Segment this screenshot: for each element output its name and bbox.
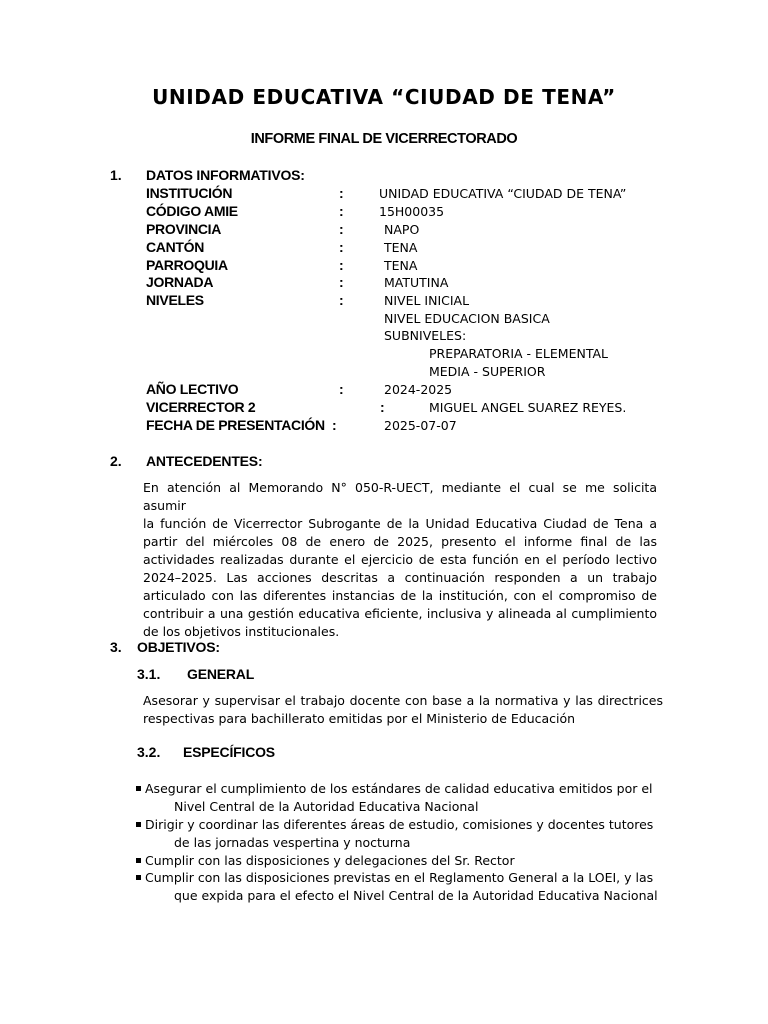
document-subtitle: INFORME FINAL DE VICERRECTORADO [250,131,518,147]
field-label-fecha: FECHA DE PRESENTACIÓN [146,417,325,433]
field-label-vicerrector: VICERRECTOR 2 [146,399,256,415]
list-item-text: Asegurar el cumplimiento de los estándares de calidad educativa emitidos por el [145,781,653,796]
field-label-anio: AÑO LECTIVO [146,381,239,397]
subsection-heading-especificos: ESPECÍFICOS [183,744,275,760]
document-title: UNIDAD EDUCATIVA “CIUDAD DE TENA” [152,85,616,109]
paragraph-line: actividades realizadas durante el ejercicio de esta función en el período lectivo [143,552,657,567]
field-label-codigo: CÓDIGO AMIE [146,203,238,219]
field-colon: : [339,185,344,201]
paragraph-line: respectivas para bachillerato emitidas por el Ministerio de Educación [143,711,576,726]
field-colon: : [339,381,344,397]
paragraph-line: la función de Vicerrector Subrogante de la Unidad Educativa Ciudad de Tena a [143,516,657,531]
field-label-canton: CANTÓN [146,239,205,255]
paragraph-line: 2024–2025. Las acciones descritas a continuación responden a un trabajo [143,570,657,585]
list-item-text: Cumplir con las disposiciones y delegaciones del Sr. Rector [145,853,515,868]
paragraph-line: contribuir a una gestión educativa eficiente, inclusiva y alineada al cumplimiento [143,606,657,621]
paragraph-line: Asesorar y supervisar el trabajo docente con base a la normativa y las directrices [143,693,663,708]
list-item [136,852,515,870]
list-item-continuation: de las jornadas vespertina y nocturna [174,835,411,850]
paragraph-line: partir del miércoles 08 de enero de 2025, presento el informe final de las [143,534,657,549]
paragraph-line: de los objetivos institucionales. [143,624,340,639]
section-heading-objetivos: OBJETIVOS: [137,639,220,655]
field-value-parroquia: TENA [384,258,418,273]
field-value-anio: 2024-2025 [384,382,453,397]
field-label-jornada: JORNADA [146,274,214,290]
field-value-codigo: 15H00035 [379,204,445,219]
field-colon: : [339,203,344,219]
subsection-heading-general: GENERAL [187,666,255,682]
field-colon: : [339,274,344,290]
antecedentes-paragraph [143,479,657,641]
field-value-niveles-4: PREPARATORIA - ELEMENTAL [429,346,608,361]
section-heading-antecedentes: ANTECEDENTES: [146,453,263,469]
subsection-number: 3.2. [137,744,161,760]
subsection-number: 3.1. [137,666,161,682]
paragraph-line: En atención al Memorando N° 050-R-UECT, mediante el cual se me solicita asumir [143,480,657,513]
section-heading-datos: DATOS INFORMATIVOS: [146,167,305,183]
field-label-institucion: INSTITUCIÓN [146,185,233,201]
field-colon: : [380,399,385,415]
bullet-icon [136,875,141,880]
list-item-text: Dirigir y coordinar las diferentes áreas de estudio, comisiones y docentes tutores [145,817,654,832]
list-item [136,780,653,798]
field-colon: : [332,417,337,433]
bullet-icon [136,786,141,791]
list-item [136,816,653,834]
field-value-vicerrector: MIGUEL ANGEL SUAREZ REYES. [429,400,627,415]
field-label-provincia: PROVINCIA [146,221,222,237]
field-value-niveles-5: MEDIA - SUPERIOR [429,364,546,379]
section-number: 3. [110,639,122,655]
field-colon: : [339,257,344,273]
list-item-continuation: que expida para el efecto el Nivel Central de la Autoridad Educativa Nacional [174,888,658,903]
section-number: 2. [110,453,122,469]
field-colon: : [339,221,344,237]
field-colon: : [339,292,344,308]
general-paragraph [143,692,663,728]
field-colon: : [339,239,344,255]
field-value-niveles-2: NIVEL EDUCACION BASICA [384,311,550,326]
list-item [136,869,653,887]
bullet-icon [136,858,141,863]
field-value-niveles-3: SUBNIVELES: [384,328,467,343]
field-value-niveles-1: NIVEL INICIAL [384,293,470,308]
field-value-canton: TENA [384,240,418,255]
field-label-niveles: NIVELES [146,292,204,308]
list-item-text: Cumplir con las disposiciones previstas en el Reglamento General a la LOEI, y las [145,870,654,885]
field-label-parroquia: PARROQUIA [146,257,228,273]
field-value-jornada: MATUTINA [384,275,449,290]
bullet-icon [136,822,141,827]
section-number: 1. [110,167,122,183]
field-value-institucion: UNIDAD EDUCATIVA “CIUDAD DE TENA” [379,186,627,201]
paragraph-line: articulado con las diferentes instancias de la institución, con el compromiso de [143,588,657,603]
list-item-continuation: Nivel Central de la Autoridad Educativa Nacional [174,799,479,814]
field-value-fecha: 2025-07-07 [384,418,457,433]
field-value-provincia: NAPO [384,222,420,237]
